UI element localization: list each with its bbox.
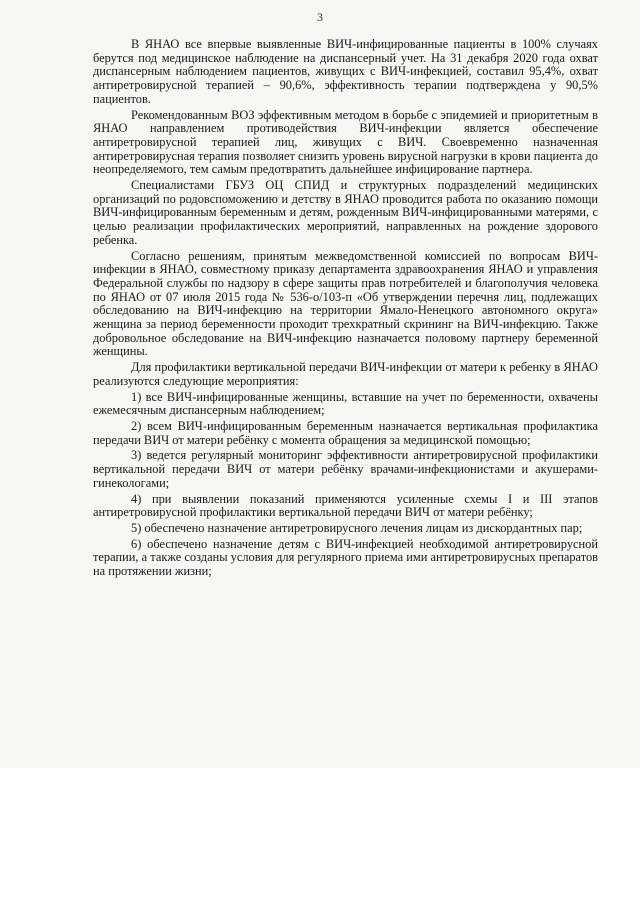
paragraph-specialists: Специалистами ГБУЗ ОЦ СПИД и структурных подразделений медицинских организаций по родовспоможению и детству в ЯНАО проводится работа по оказанию помощи ВИЧ-инфицированным беременным и детям, рожденным ВИЧ-инфицированными матерями, с целью реализации профилактических мероприятий, направленных на рождение здорового ребенка. [93,178,598,247]
document-body [93,38,598,579]
list-item-3: 3) ведется регулярный мониторинг эффективности антиретровирусной профилактики вертикальной передачи ВИЧ от матери ребёнку врачами-инфекционистами и акушерами-гинекологами; [93,448,598,490]
list-item-2: 2) всем ВИЧ-инфицированным беременным назначается вертикальная профилактика передачи ВИЧ от матери ребёнку с момента обращения за медицинской помощью; [93,418,598,447]
list-item-4: 4) при выявлении показаний применяются усиленные схемы I и III этапов антиретровирусной профилактики вертикальной передачи ВИЧ от матери ребёнку; [93,491,598,520]
list-item-1: 1) все ВИЧ-инфицированные женщины, вставшие на учет по беременности, охвачены ежемесячным диспансерным наблюдением; [93,389,598,418]
list-item-6: 6) обеспечено назначение детям с ВИЧ-инфекцией необходимой антиретровирусной терапии, а также созданы условия для регулярного приема ими антиретровирусных препаратов на протяжении жизни; [93,536,598,579]
paragraph-measures-intro: Для профилактики вертикальной передачи ВИЧ-инфекции от матери к ребенку в ЯНАО реализуются следующие мероприятия: [93,360,598,388]
list-item-5: 5) обеспечено назначение антиретровирусного лечения лицам из дискордантных пар; [131,520,583,535]
paragraph-dispensary-stats: В ЯНАО все впервые выявленные ВИЧ-инфицированные пациенты в 100% случаях берутся под медицинское наблюдение на диспансерный учет. На 31 декабря 2020 года охват диспансерным наблюдением пациентов, живущих с ВИЧ-инфекцией, составил 95,4%, охват антиретровирусной терапией – 90,6%, эффективность терапии подтверждена у 90,5% пациентов. [93,37,598,106]
page-number: 3 [317,10,323,24]
paragraph-art-priority: Рекомендованным ВОЗ эффективным методом в борьбе с эпидемией и приоритетным в ЯНАО направлением противодействия ВИЧ-инфекции является обеспечение антиретровирусной терапией лиц, живущих с ВИЧ. Своевременно назначенная антиретровирусная терапия позволяет снизить уровень вирусной нагрузки в крови пациента до неопределяемого, тем самым предотвратить дальнейшее инфицирование партнера. [93,107,598,177]
paragraph-commission-decisions: Согласно решениям, принятым межведомственной комиссией по вопросам ВИЧ-инфекции в ЯНАО, совместному приказу департамента здравоохранения ЯНАО и управления Федеральной службы по надзору в сфере защиты прав потребителей и благополучия человека по ЯНАО от 07 июля 2015 года № 536-о/103-п «Об утверждении перечня лиц, подлежащих обследованию на ВИЧ-инфекцию на территории Ямало-Ненецкого автономного округа» женщина за период беременности проходит трехкратный скрининг на ВИЧ-инфекцию. Также добровольное обследование на ВИЧ-инфекцию назначается половому партнеру беременной женщины. [93,248,598,359]
